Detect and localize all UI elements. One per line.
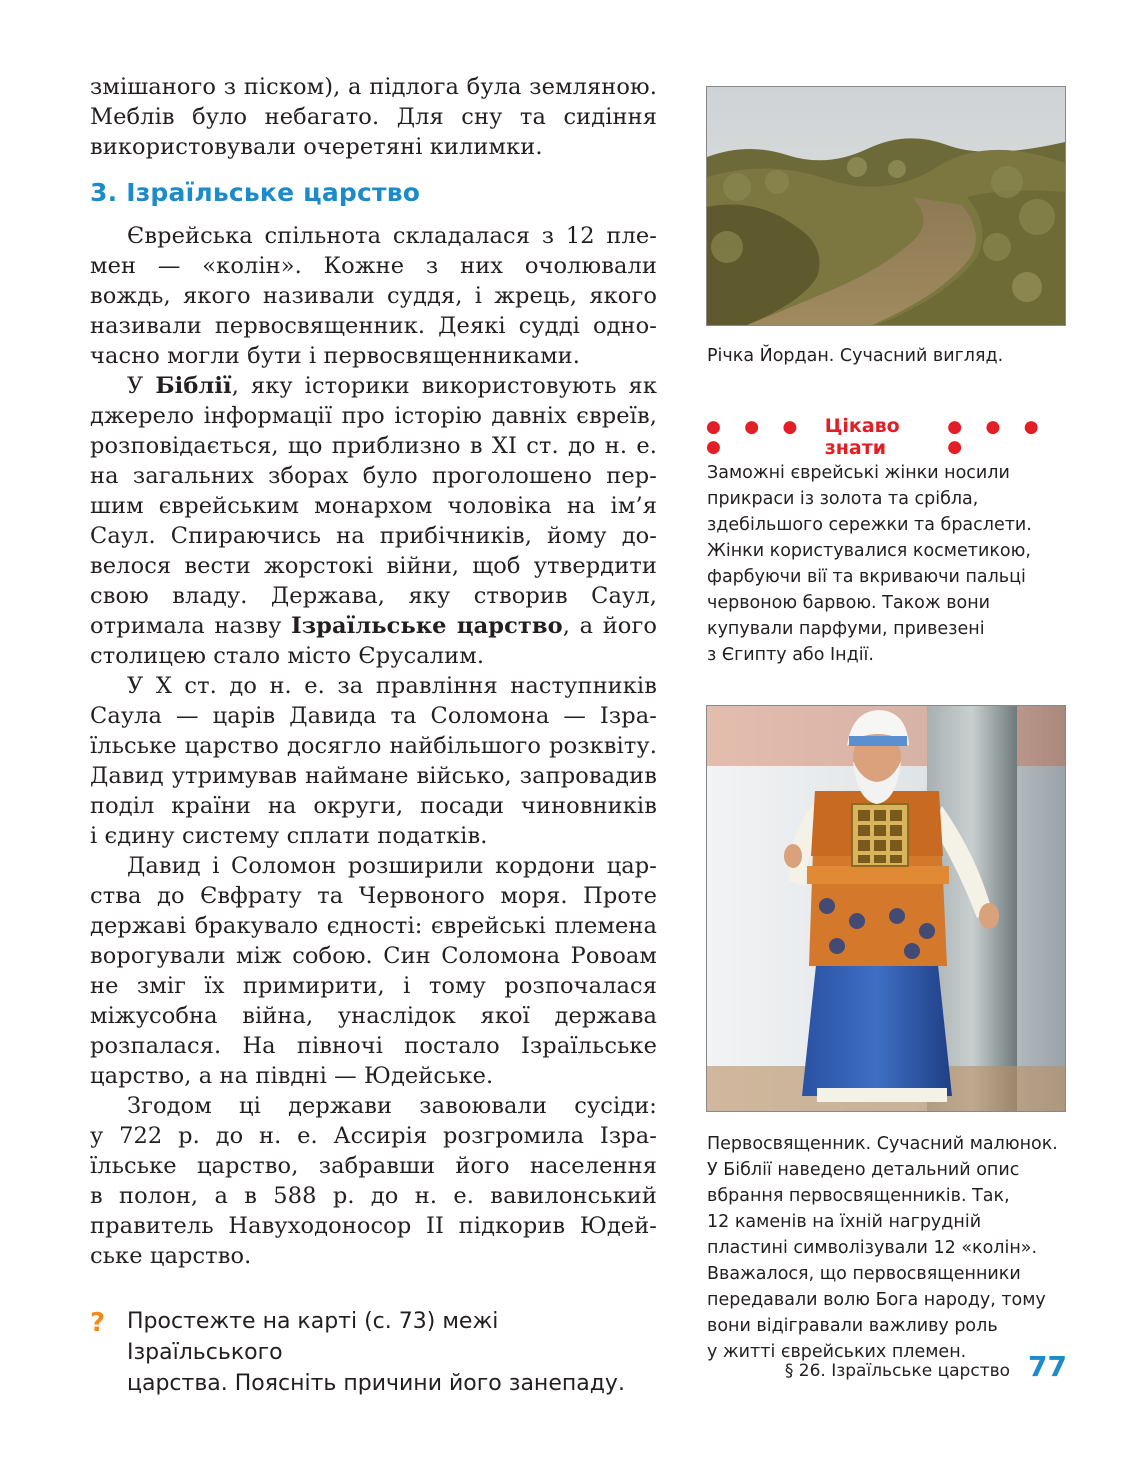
text-line: шим єврейським монархом чоловіка на ім’я bbox=[90, 493, 657, 519]
text-line: поділ країни на округи, посади чиновників bbox=[90, 793, 657, 819]
caption-line: вбрання первосвященників. Так, bbox=[707, 1186, 1010, 1206]
page-footer bbox=[785, 1350, 1067, 1383]
text-line: царство, а на півдні — Юдейське. bbox=[90, 1063, 494, 1089]
interesting-facts-title: Цікаво знати bbox=[824, 415, 900, 459]
text-line: ства до Євфрату та Червоного моря. Проте bbox=[90, 883, 657, 909]
text-line: і єдину систему сплати податків. bbox=[90, 823, 488, 849]
paragraph-david-solomon bbox=[90, 671, 657, 851]
text-line: називали первосвященник. Деякі судді одно- bbox=[90, 313, 657, 339]
paragraph-division bbox=[90, 851, 657, 1091]
paragraph-conquest bbox=[90, 1091, 657, 1271]
river-caption: Річка Йордан. Сучасний вигляд. bbox=[707, 346, 1004, 366]
dots-decoration-left: ● ● ● ● bbox=[706, 417, 807, 457]
jordan-river-photo bbox=[706, 86, 1066, 326]
caption-line: 12 каменів на їхній нагрудній bbox=[707, 1212, 982, 1232]
text-fragment: У bbox=[127, 373, 156, 399]
text-fragment: , а його bbox=[562, 613, 657, 639]
intro-paragraph bbox=[90, 72, 657, 162]
term-israel-kingdom: Ізраїльське царство bbox=[291, 613, 563, 639]
text-line: часно могли бути і первосвященниками. bbox=[90, 343, 581, 369]
text-line: Згодом ці держави завоювали сусіди: bbox=[127, 1093, 657, 1119]
priest-caption bbox=[707, 1131, 1067, 1365]
text-fragment: , яку історики використовують як bbox=[231, 373, 657, 399]
facts-line: Жінки користувалися косметикою, bbox=[707, 541, 1031, 561]
text-line: ське царство. bbox=[90, 1243, 252, 1269]
text-fragment: отримала назву bbox=[90, 613, 292, 639]
interesting-facts-header bbox=[706, 415, 1066, 459]
text-line: вождь, якого називали суддя, і жрець, якого bbox=[90, 283, 657, 309]
text-line: Давид утримував наймане військо, запровадив bbox=[90, 763, 657, 789]
text-line bbox=[90, 611, 657, 641]
text-line: Єврейська спільнота складалася з 12 пле- bbox=[127, 223, 657, 249]
dots-decoration-right: ● ● ● ● bbox=[947, 417, 1048, 457]
facts-line: фарбуючи вії та вкриваючи пальці bbox=[707, 567, 1026, 587]
text-line: у 722 р. до н. е. Ассирія розгромила Ізра- bbox=[90, 1123, 657, 1149]
text-line: розповідається, що приблизно в XI ст. до н. е. bbox=[90, 433, 657, 459]
question-text bbox=[127, 1306, 660, 1399]
text-line: використовували очеретяні килимки. bbox=[90, 134, 543, 160]
text-line: розпалася. На півночі постало Ізраїльське bbox=[90, 1033, 657, 1059]
text-line bbox=[90, 371, 657, 401]
facts-line: купували парфуми, привезені bbox=[707, 619, 985, 639]
text-line: Меблів було небагато. Для сну та сидіння bbox=[90, 104, 657, 130]
text-line: велося вести жорстокі війни, щоб утвердити bbox=[90, 553, 657, 579]
page-number: 77 bbox=[1028, 1350, 1067, 1383]
text-line: їльське царство, забравши його населення bbox=[90, 1153, 657, 1179]
caption-line: У Біблії наведено детальний опис bbox=[707, 1160, 1020, 1180]
text-line: міжусобна війна, унаслідок якої держава bbox=[90, 1003, 657, 1029]
text-line: змішаного з піском), а підлога була земляною. bbox=[90, 74, 657, 100]
facts-line: прикраси із золота та срібла, bbox=[707, 489, 979, 509]
text-line: джерело інформації про історію давніх євреїв, bbox=[90, 403, 657, 429]
paragraph-bible bbox=[90, 371, 657, 671]
text-line: Саула — царів Давида та Соломона — Ізра- bbox=[90, 703, 657, 729]
main-text-column bbox=[90, 72, 657, 1271]
text-line: їльське царство досягло найбільшого розквіту. bbox=[90, 733, 657, 759]
section-title: 3. Ізраїльське царство bbox=[90, 178, 421, 207]
text-line: У X ст. до н. е. за правління наступників bbox=[127, 673, 657, 699]
section-reference: § 26. Ізраїльське царство bbox=[784, 1361, 1011, 1381]
facts-line: червоною барвою. Також вони bbox=[707, 593, 991, 613]
caption-line: передавали волю Бога народу, тому bbox=[707, 1290, 1046, 1310]
text-line: правитель Навуходоносор II підкорив Юдей- bbox=[90, 1213, 657, 1239]
caption-line: у житті єврейських племен. bbox=[707, 1342, 967, 1362]
caption-line: пластині символізували 12 «колін». bbox=[707, 1238, 1038, 1258]
term-bible: Біблії bbox=[155, 373, 232, 399]
question-line: Простежте на карті (с. 73) межі Ізраїльського bbox=[127, 1309, 499, 1365]
text-line: столицею стало місто Єрусалим. bbox=[90, 643, 485, 669]
text-line: державі бракувало єдності: єврейські племена bbox=[90, 913, 657, 939]
facts-line: Заможні єврейські жінки носили bbox=[707, 463, 1010, 483]
question-line: царства. Поясніть причини його занепаду. bbox=[127, 1371, 625, 1396]
text-line: ворогували між собою. Син Соломона Ровоам bbox=[90, 943, 657, 969]
text-line: Саул. Спираючись на прибічників, йому до- bbox=[90, 523, 657, 549]
interesting-facts-text bbox=[707, 460, 1067, 668]
facts-line: з Єгипту або Індії. bbox=[707, 645, 874, 665]
caption-line: Первосвященник. Сучасний малюнок. bbox=[707, 1134, 1058, 1154]
text-line: Давид і Соломон розширили кордони цар- bbox=[127, 853, 657, 879]
facts-line: здебільшого сережки та браслети. bbox=[707, 515, 1032, 535]
question-mark-icon: ? bbox=[90, 1308, 106, 1338]
high-priest-illustration bbox=[706, 705, 1066, 1112]
text-line: в полон, а в 588 р. до н. е. вавилонський bbox=[90, 1183, 657, 1209]
text-line: на загальних зборах було проголошено пер- bbox=[90, 463, 657, 489]
paragraph-tribes bbox=[90, 221, 657, 371]
question-block bbox=[90, 1306, 660, 1399]
text-line: мен — «колін». Кожне з них очолювали bbox=[90, 253, 657, 279]
caption-line: вони відігравали важливу роль bbox=[707, 1316, 998, 1336]
text-line: не зміг їх примирити, і тому розпочалася bbox=[90, 973, 657, 999]
caption-line: Вважалося, що первосвященники bbox=[707, 1264, 1021, 1284]
text-line: свою владу. Держава, яку створив Саул, bbox=[90, 583, 657, 609]
